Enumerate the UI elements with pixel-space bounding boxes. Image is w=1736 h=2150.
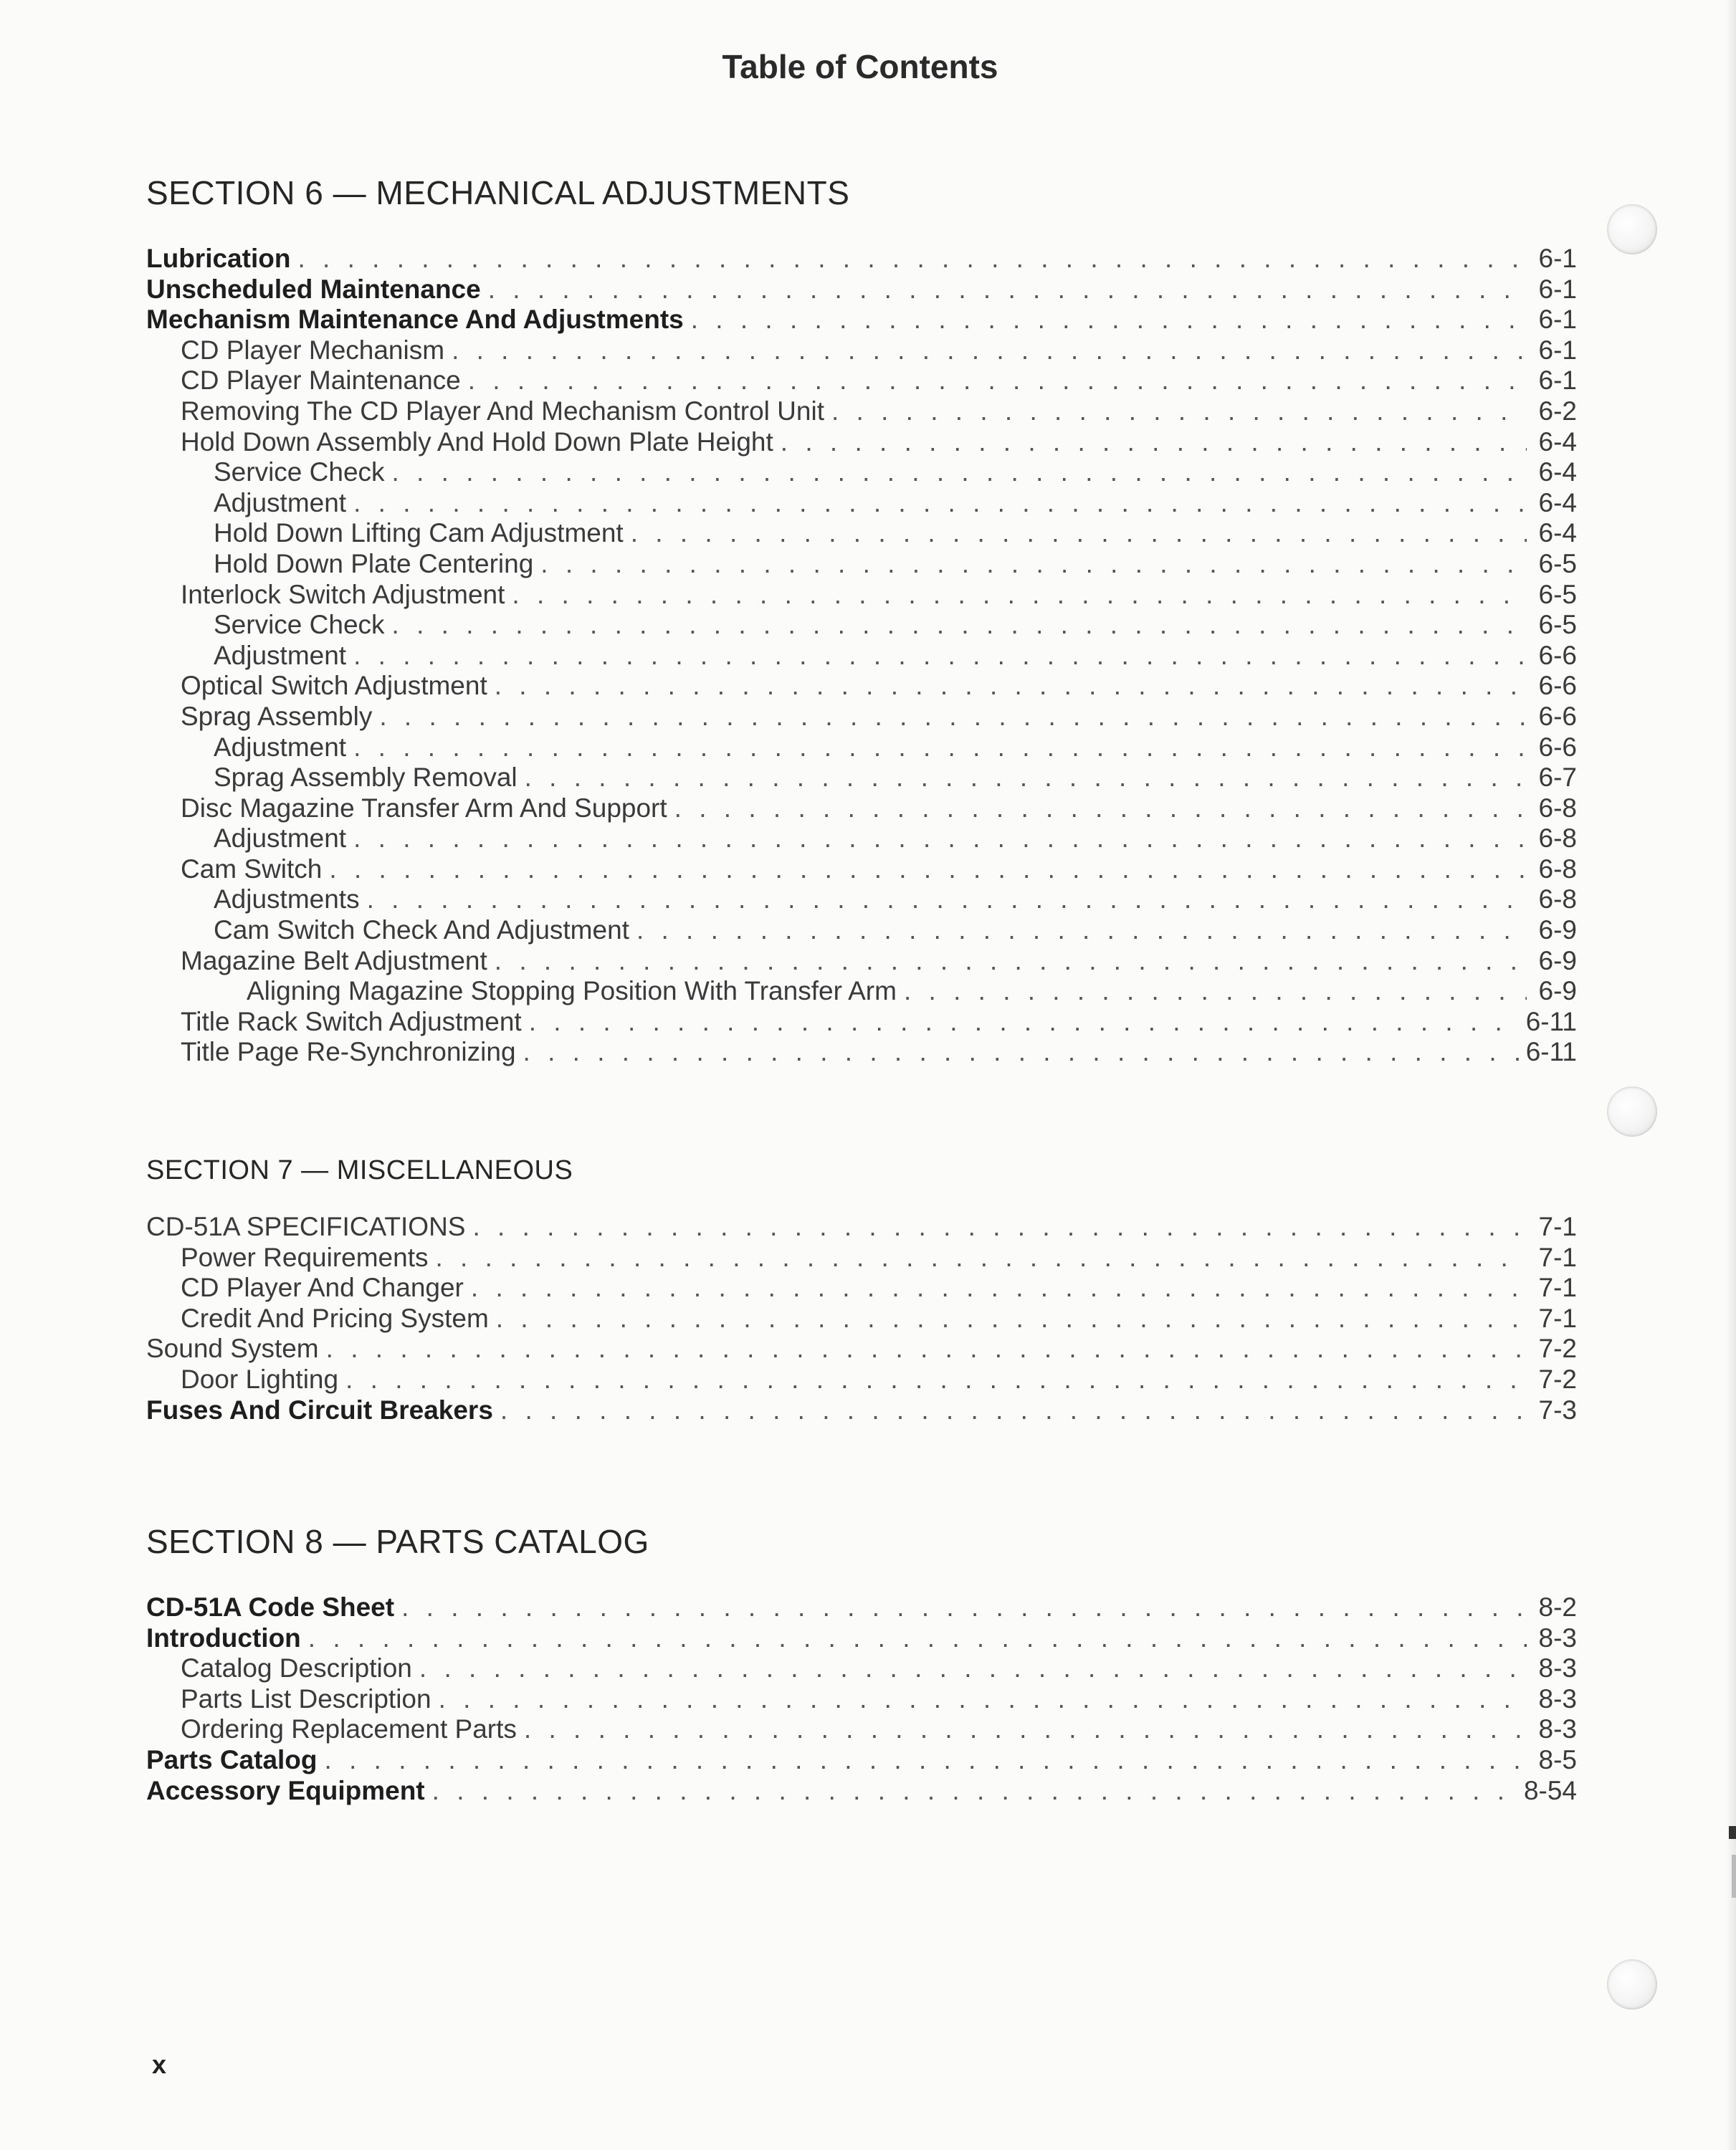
toc-entry-page: 6-6	[1538, 701, 1577, 731]
punch-hole	[1607, 1959, 1657, 2010]
toc-entry	[146, 1007, 1577, 1038]
toc-list	[146, 244, 1577, 1068]
toc-entry-page: 6-1	[1538, 274, 1577, 304]
dot-leader	[496, 1304, 1527, 1334]
toc-entry	[146, 976, 1577, 1007]
toc-entry-title: Door Lighting	[181, 1364, 339, 1394]
toc-entry-title: Parts List Description	[181, 1683, 431, 1714]
dot-leader	[488, 274, 1527, 305]
toc-entry-title: Sound System	[146, 1334, 319, 1364]
toc-entry-title: Accessory Equipment	[146, 1775, 425, 1805]
toc-entry-title: Disc Magazine Transfer Arm And Support	[181, 793, 667, 823]
toc-entry-title: Magazine Belt Adjustment	[181, 945, 487, 975]
toc-entry	[146, 1334, 1577, 1365]
dot-leader	[540, 549, 1527, 580]
toc-entry	[146, 580, 1577, 611]
toc-entry-page: 8-3	[1538, 1714, 1577, 1744]
dot-leader	[379, 702, 1527, 732]
toc-entry	[146, 488, 1577, 519]
toc-entry-title: Interlock Switch Adjustment	[181, 579, 505, 609]
toc-entry-page: 6-8	[1538, 854, 1577, 884]
toc-entry	[146, 305, 1577, 335]
dot-leader	[392, 457, 1527, 488]
toc-entry-page: 6-11	[1525, 1037, 1577, 1067]
dot-leader	[523, 1037, 1519, 1068]
toc-entry	[146, 549, 1577, 580]
toc-entry-page: 6-8	[1538, 793, 1577, 823]
toc-entry-page: 8-3	[1538, 1623, 1577, 1653]
dot-leader	[674, 793, 1527, 824]
dot-leader	[353, 641, 1527, 672]
dot-leader	[525, 763, 1527, 793]
toc-entry-title: Mechanism Maintenance And Adjustments	[146, 305, 684, 335]
toc-entry-title: Fuses And Circuit Breakers	[146, 1395, 493, 1425]
toc-entry-page: 6-9	[1538, 976, 1577, 1006]
toc-entry-title: CD Player Maintenance	[181, 366, 461, 396]
dot-leader	[353, 732, 1527, 763]
toc-entry-page: 7-2	[1538, 1334, 1577, 1364]
toc-entry	[146, 1365, 1577, 1395]
toc-entry-page: 6-1	[1538, 366, 1577, 396]
page-number: x	[152, 2050, 167, 2079]
toc-entry-title: Sprag Assembly	[181, 701, 373, 731]
toc-entry-page: 6-1	[1538, 335, 1577, 365]
dot-leader	[353, 488, 1527, 519]
toc-entry-title: Hold Down Assembly And Hold Down Plate Height	[181, 426, 773, 457]
toc-entry-page: 7-3	[1538, 1395, 1577, 1425]
edge-mark	[1732, 1855, 1736, 1898]
toc-entry	[146, 1623, 1577, 1654]
toc-entry-page: 6-1	[1538, 244, 1577, 273]
dot-leader	[325, 1745, 1527, 1776]
toc-entry-page: 6-6	[1538, 671, 1577, 701]
toc-entry	[146, 702, 1577, 732]
toc-entry-title: Lubrication	[146, 244, 291, 273]
toc-entry-title: Sprag Assembly Removal	[214, 763, 518, 793]
toc-entry-title: Service Check	[214, 610, 385, 640]
toc-entry-page: 6-4	[1538, 487, 1577, 517]
dot-leader	[432, 1776, 1517, 1807]
dot-leader	[636, 915, 1527, 946]
toc-entry-title: Title Page Re-Synchronizing	[181, 1037, 516, 1067]
dot-leader	[297, 244, 1527, 274]
toc-entry	[146, 641, 1577, 672]
toc-entry-page: 7-1	[1538, 1242, 1577, 1272]
toc-entry-title: Service Check	[214, 457, 385, 487]
dot-leader	[512, 580, 1527, 611]
toc-entry-page: 6-4	[1538, 426, 1577, 457]
toc-entry-page: 6-5	[1538, 548, 1577, 578]
toc-entry-title: Aligning Magazine Stopping Position With Transfer Arm	[247, 976, 897, 1006]
dot-leader	[524, 1714, 1527, 1745]
dot-leader	[308, 1623, 1527, 1654]
dot-leader	[691, 305, 1527, 335]
toc-entry-page: 6-9	[1538, 915, 1577, 945]
toc-entry-page: 6-6	[1538, 640, 1577, 670]
page-title: Table of Contents	[722, 48, 998, 85]
toc-entry	[146, 366, 1577, 396]
section-7	[146, 1155, 1577, 1425]
dot-leader	[329, 854, 1527, 885]
toc-entry-page: 7-1	[1538, 1303, 1577, 1333]
toc-entry	[146, 274, 1577, 305]
toc-entry	[146, 884, 1577, 915]
toc-list	[146, 1212, 1577, 1425]
dot-leader	[392, 610, 1527, 641]
toc-entry-page: 6-8	[1538, 884, 1577, 914]
dot-leader	[468, 366, 1527, 396]
toc-entry-title: Ordering Replacement Parts	[181, 1714, 517, 1744]
dot-leader	[471, 1273, 1527, 1304]
toc-entry	[146, 1212, 1577, 1243]
toc-entry-title: Adjustment	[214, 823, 347, 854]
toc-entry-page: 8-5	[1538, 1744, 1577, 1774]
section-heading: SECTION 7 — MISCELLANEOUS	[146, 1155, 573, 1185]
toc-entry	[146, 915, 1577, 946]
toc-entry	[146, 1273, 1577, 1304]
toc-entry	[146, 610, 1577, 641]
toc-entry	[146, 244, 1577, 274]
toc-entry-title: Adjustment	[214, 732, 347, 762]
toc-entry-page: 6-2	[1538, 396, 1577, 426]
dot-leader	[529, 1007, 1519, 1038]
toc-entry	[146, 335, 1577, 366]
dot-leader	[326, 1334, 1527, 1365]
toc-entry	[146, 1653, 1577, 1684]
toc-entry-title: CD-51A SPECIFICATIONS	[146, 1212, 466, 1241]
toc-entry	[146, 457, 1577, 488]
dot-leader	[401, 1592, 1527, 1623]
toc-entry	[146, 1037, 1577, 1068]
punch-hole	[1607, 204, 1657, 254]
section-6	[146, 173, 1577, 1068]
toc-entry	[146, 1745, 1577, 1776]
section-heading: SECTION 8 — PARTS CATALOG	[146, 1523, 649, 1560]
dot-leader	[495, 671, 1527, 702]
dot-leader	[495, 946, 1527, 977]
toc-entry	[146, 427, 1577, 458]
toc-entry	[146, 1243, 1577, 1274]
toc-entry-title: Hold Down Plate Centering	[214, 548, 534, 578]
toc-entry-title: Cam Switch Check And Adjustment	[214, 915, 629, 945]
toc-entry-title: Introduction	[146, 1623, 301, 1653]
toc-entry	[146, 518, 1577, 549]
section-8	[146, 1522, 1577, 1806]
toc-entry-page: 6-7	[1538, 763, 1577, 793]
toc-entry	[146, 1592, 1577, 1623]
edge-mark	[1729, 1826, 1736, 1839]
toc-entry-title: Optical Switch Adjustment	[181, 671, 487, 701]
dot-leader	[500, 1395, 1527, 1426]
toc-entry-page: 7-1	[1538, 1273, 1577, 1303]
toc-entry-title: Power Requirements	[181, 1242, 429, 1272]
toc-entry-page: 6-1	[1538, 305, 1577, 335]
dot-leader	[904, 976, 1527, 1007]
dot-leader	[781, 427, 1527, 458]
toc-entry-title: Unscheduled Maintenance	[146, 274, 481, 304]
toc-entry	[146, 763, 1577, 793]
toc-entry	[146, 396, 1577, 427]
toc-entry	[146, 671, 1577, 702]
toc-entry	[146, 823, 1577, 854]
section-heading: SECTION 6 — MECHANICAL ADJUSTMENTS	[146, 174, 850, 211]
toc-entry-title: Adjustment	[214, 640, 347, 670]
toc-entry	[146, 854, 1577, 885]
toc-entry	[146, 1714, 1577, 1745]
dot-leader	[345, 1365, 1527, 1395]
toc-entry-title: CD-51A Code Sheet	[146, 1592, 395, 1622]
toc-entry-page: 6-9	[1538, 945, 1577, 975]
dot-leader	[419, 1653, 1527, 1684]
toc-entry	[146, 732, 1577, 763]
toc-entry-title: Adjustment	[214, 487, 347, 517]
toc-entry-page: 8-54	[1523, 1775, 1577, 1805]
toc-entry-title: Catalog Description	[181, 1653, 412, 1683]
toc-entry-page: 6-5	[1538, 579, 1577, 609]
toc-entry	[146, 1304, 1577, 1334]
dot-leader	[472, 1212, 1527, 1243]
toc-entry-page: 6-4	[1538, 457, 1577, 487]
toc-entry-title: Title Rack Switch Adjustment	[181, 1006, 522, 1036]
toc-entry-page: 6-11	[1525, 1006, 1577, 1036]
toc-entry-title: Credit And Pricing System	[181, 1303, 489, 1333]
toc-entry-page: 6-8	[1538, 823, 1577, 854]
toc-entry	[146, 1776, 1577, 1807]
toc-entry-title: CD Player Mechanism	[181, 335, 445, 365]
toc-entry-page: 8-2	[1538, 1592, 1577, 1622]
toc-entry-page: 6-5	[1538, 610, 1577, 640]
dot-leader	[631, 518, 1527, 549]
toc-entry-page: 8-3	[1538, 1653, 1577, 1683]
toc-entry-page: 7-2	[1538, 1364, 1577, 1394]
toc-entry-page: 6-6	[1538, 732, 1577, 762]
toc-list	[146, 1592, 1577, 1806]
toc-entry-page: 6-4	[1538, 518, 1577, 548]
toc-entry-title: Adjustments	[214, 884, 360, 914]
dot-leader	[353, 823, 1527, 854]
toc-entry-title: CD Player And Changer	[181, 1273, 464, 1303]
toc-entry	[146, 946, 1577, 977]
toc-entry	[146, 1684, 1577, 1715]
dot-leader	[367, 884, 1527, 915]
toc-entry-page: 7-1	[1538, 1212, 1577, 1241]
dot-leader	[452, 335, 1527, 366]
toc-entry-title: Removing The CD Player And Mechanism Control Unit	[181, 396, 824, 426]
toc-entry-title: Parts Catalog	[146, 1744, 318, 1774]
toc-entry-page: 8-3	[1538, 1683, 1577, 1714]
dot-leader	[831, 396, 1527, 427]
toc-entry	[146, 793, 1577, 824]
toc-entry	[146, 1395, 1577, 1426]
dot-leader	[439, 1684, 1527, 1715]
toc-entry-title: Cam Switch	[181, 854, 323, 884]
dot-leader	[435, 1243, 1527, 1274]
toc-entry-title: Hold Down Lifting Cam Adjustment	[214, 518, 624, 548]
punch-hole	[1607, 1086, 1657, 1137]
